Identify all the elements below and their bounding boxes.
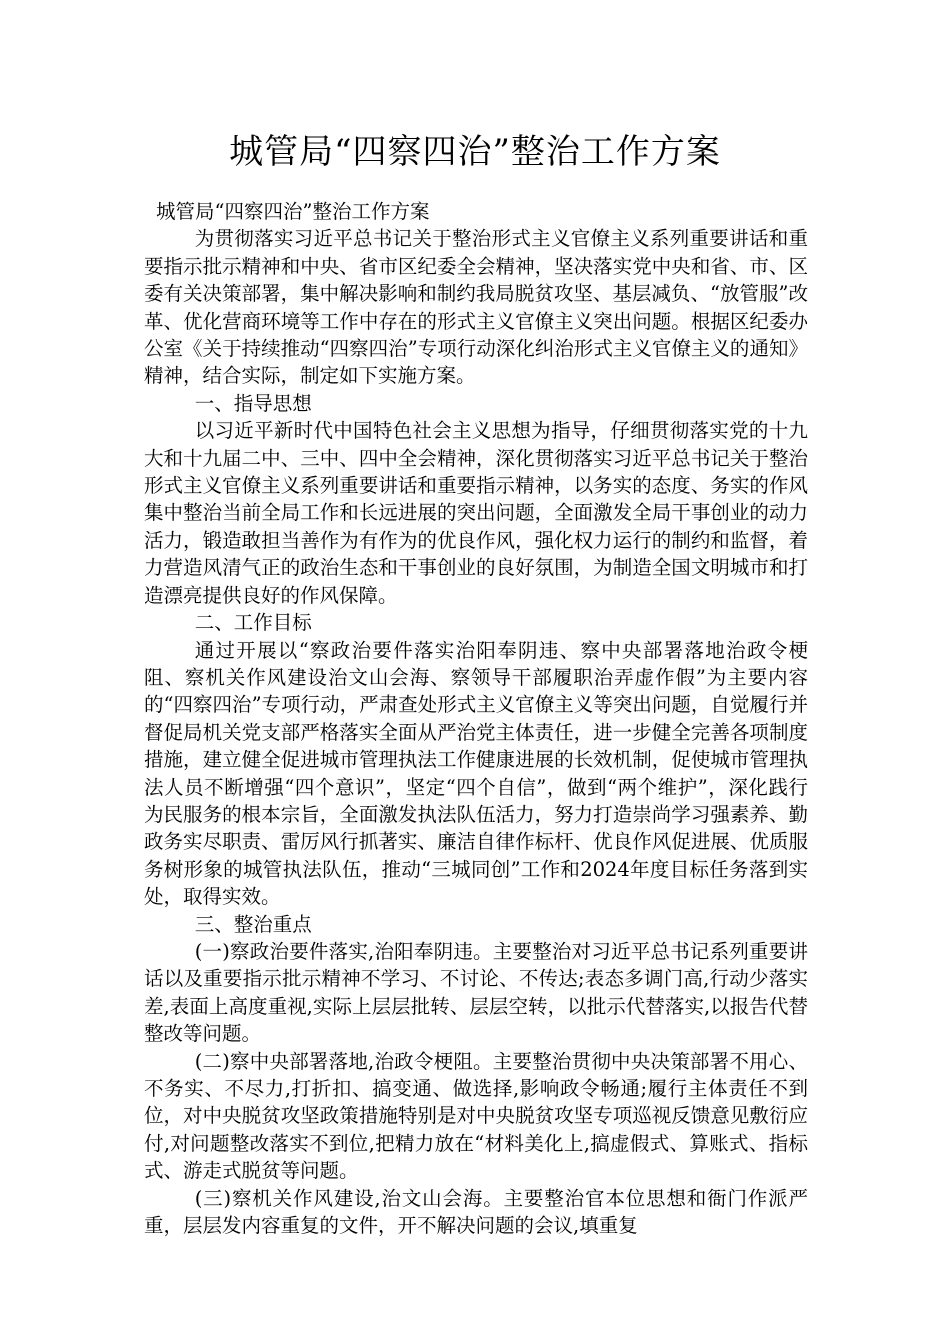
section-heading-rectification-focus: 三、整治重点 — [194, 912, 312, 936]
focus-item-1-paragraph: (一)察政治要件落实,治阳奉阴违。主要整治对习近平总书记系列重要讲话以及重要指示批示精神不学习、不讨论、不传达;表态多调门高,行动少落实差,表面上高度重视,实际上层层批转、层层空转，以批示代替落实,以报告代替整改等问题。 — [144, 939, 808, 1046]
section-heading-guiding-ideology: 一、指导思想 — [194, 391, 312, 415]
document-title: 城管局“四察四治”整治工作方案 — [229, 132, 721, 172]
section-heading-work-goals: 二、工作目标 — [194, 611, 312, 635]
document-body — [144, 198, 808, 1239]
guiding-ideology-paragraph: 以习近平新时代中国特色社会主义思想为指导，仔细贯彻落实党的十九大和十九届二中、三中、四中全会精神，深化贯彻落实习近平总书记关于整治形式主义官僚主义系列重要讲话和重要指示精神，以务实的态度、务实的作风集中整治当前全局工作和长远进展的突出问题，全面激发全局干事创业的动力活力，锻造敢担当善作为有作为的优良作风，强化权力运行的制约和监督，着力营造风清气正的政治生态和干事创业的良好氛围，为制造全国文明城市和打造漂亮提供良好的作风保障。 — [144, 419, 808, 607]
focus-item-2-paragraph: (二)察中央部署落地,治政令梗阻。主要整治贯彻中央决策部署不用心、不务实、不尽力,打折扣、搞变通、做选择,影响政令畅通;履行主体责任不到位，对中央脱贫攻坚政策措施特别是对中央脱贫攻坚专项巡视反馈意见敷衍应付,对问题整改落实不到位,把精力放在“材料美化上,搞虚假式、算账式、指标式、游走式脱贫等问题。 — [144, 1049, 808, 1183]
focus-item-3-paragraph: (三)察机关作风建设,治文山会海。主要整治官本位思想和衙门作派严重，层层发内容重复的文件，开不解决问题的会议,填重复 — [144, 1186, 808, 1238]
document-subtitle: 城管局“四察四治”整治工作方案 — [156, 200, 430, 223]
intro-paragraph: 为贯彻落实习近平总书记关于整治形式主义官僚主义系列重要讲话和重要指示批示精神和中央、省市区纪委全会精神，坚决落实党中央和省、市、区委有关决策部署，集中解决影响和制约我局脱贫攻坚、基层减负、“放管服”改革、优化营商环境等工作中存在的形式主义官僚主义突出问题。根据区纪委办公室《关于持续推动“四察四治”专项行动深化纠治形式主义官僚主义的通知》精神，结合实际，制定如下实施方案。 — [144, 227, 808, 388]
work-goals-paragraph: 通过开展以“察政治要件落实治阳奉阴违、察中央部署落地治政令梗阻、察机关作风建设治文山会海、察领导干部履职治弄虚作假”为主要内容的“四察四治”专项行动，严肃查处形式主义官僚主义等突出问题，自觉履行并督促局机关党支部严格落实全面从严治党主体责任，进一步健全完善各项制度措施，建立健全促进城市管理执法工作健康进展的长效机制，促使城市管理执法人员不断增强“四个意识”，坚定“四个自信”，做到“两个维护”，深化践行为民服务的根本宗旨，全面激发执法队伍活力，努力打造崇尚学习强素养、勤政务实尽职责、雷厉风行抓著实、廉洁自律作标杆、优良作风促进展、优质服务树形象的城管执法队伍，推动“三城同创”工作和2024年度目标任务落到实处，取得实效。 — [144, 638, 808, 909]
